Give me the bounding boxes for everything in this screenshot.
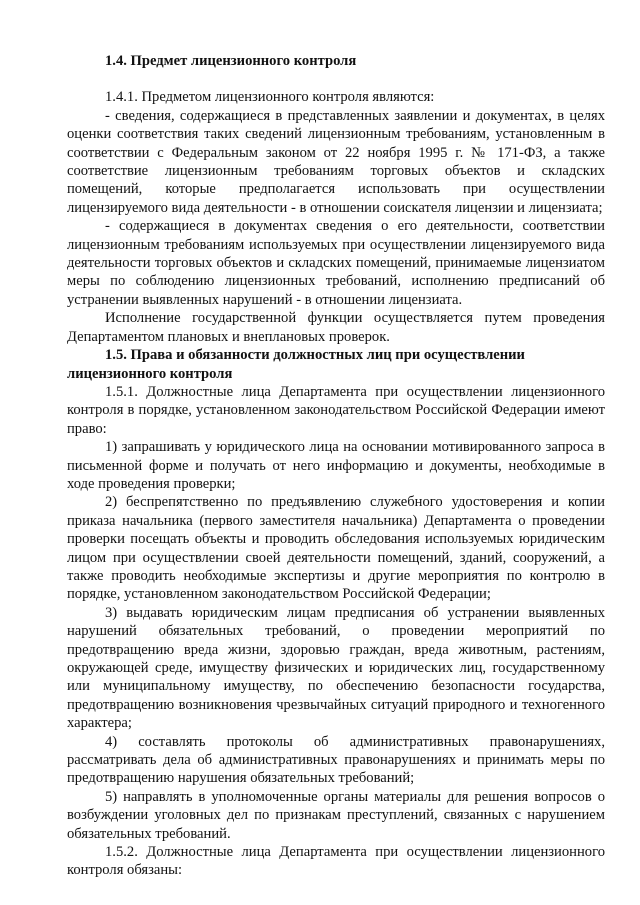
paragraph-1-4-item-1: - сведения, содержащиеся в представленных заявлении и документах, в целях оценки соответствия таких сведений лицензионным требованиям, установленным в соответствии с Федеральным законом от 22 ноября 1995 г. № 171-ФЗ, а также соответствие лицензионным требованиям торговых объектов и складских помещений, которые предполагается использовать при осуществлении лицензируемого вида деятельности - в отношении соискателя лицензии и лицензиата; (67, 107, 605, 216)
paragraph-execution: Исполнение государственной функции осуществляется путем проведения Департаментом плановых и внеплановых проверок. (67, 310, 605, 345)
paragraph-right-3: 3) выдавать юридическим лицам предписания об устранении выявленных нарушений обязательных требований, о проведении мероприятий по предотвращению вреда жизни, здоровью граждан, вреда животным, растениям, окружающей среде, имуществу физических и юридических лиц, государственному или муниципальному имуществу, по обеспечению безопасности государства, предотвращению возникновения чрезвычайных ситуаций природного и техногенного характера; (67, 604, 605, 732)
paragraph-right-1: 1) запрашивать у юридического лица на основании мотивированного запроса в письменной форме и получать от него информацию и документы, необходимые в ходе проведения проверки; (67, 439, 605, 492)
paragraph-right-4: 4) составлять протоколы об административных правонарушениях, рассматривать дела об административных правонарушениях и принимать меры по предотвращению нарушения обязательных требований; (67, 733, 605, 787)
paragraph-right-5: 5) направлять в уполномоченные органы материалы для решения вопросов о возбуждении уголовных дел по признакам преступлений, связанных с нарушением обязательных требований. (67, 788, 605, 842)
section-1-4-heading: 1.4. Предмет лицензионного контроля (105, 53, 357, 69)
section-1-5-heading: 1.5. Права и обязанности должностных лиц при осуществлении лицензионного контроля (67, 347, 525, 382)
paragraph-1-4-1: 1.4.1. Предметом лицензионного контроля являются: (105, 89, 435, 106)
paragraph-1-4-item-2: - содержащиеся в документах сведения о его деятельности, соответствии лицензионным требованиям используемых при осуществлении лицензируемого вида деятельности торговых объектов и складских помещений, принимаемые лицензиатом меры по соблюдению лицензионных требований, исполнению предписаний об устранении выявленных нарушений - в отношении лицензиата. (67, 218, 605, 308)
document-page (67, 52, 605, 880)
paragraph-1-5-1: 1.5.1. Должностные лица Департамента при осуществлении лицензионного контроля в порядке, установленном законодательством Российской Федерации имеют право: (67, 383, 605, 437)
paragraph-1-5-2: 1.5.2. Должностные лица Департамента при осуществлении лицензионного контроля обязаны: (67, 844, 605, 879)
paragraph-right-2: 2) беспрепятственно по предъявлению служебного удостоверения и копии приказа начальника (первого заместителя начальника) Департамента о проведении проверки посещать объекты и проводить обследования используемых юридическим лицом при осуществлении своей деятельности помещений, зданий, сооружений, а также проводить необходимые экспертизы и другие мероприятия по контролю в порядке, установленном законодательством Российской Федерации; (67, 494, 605, 603)
